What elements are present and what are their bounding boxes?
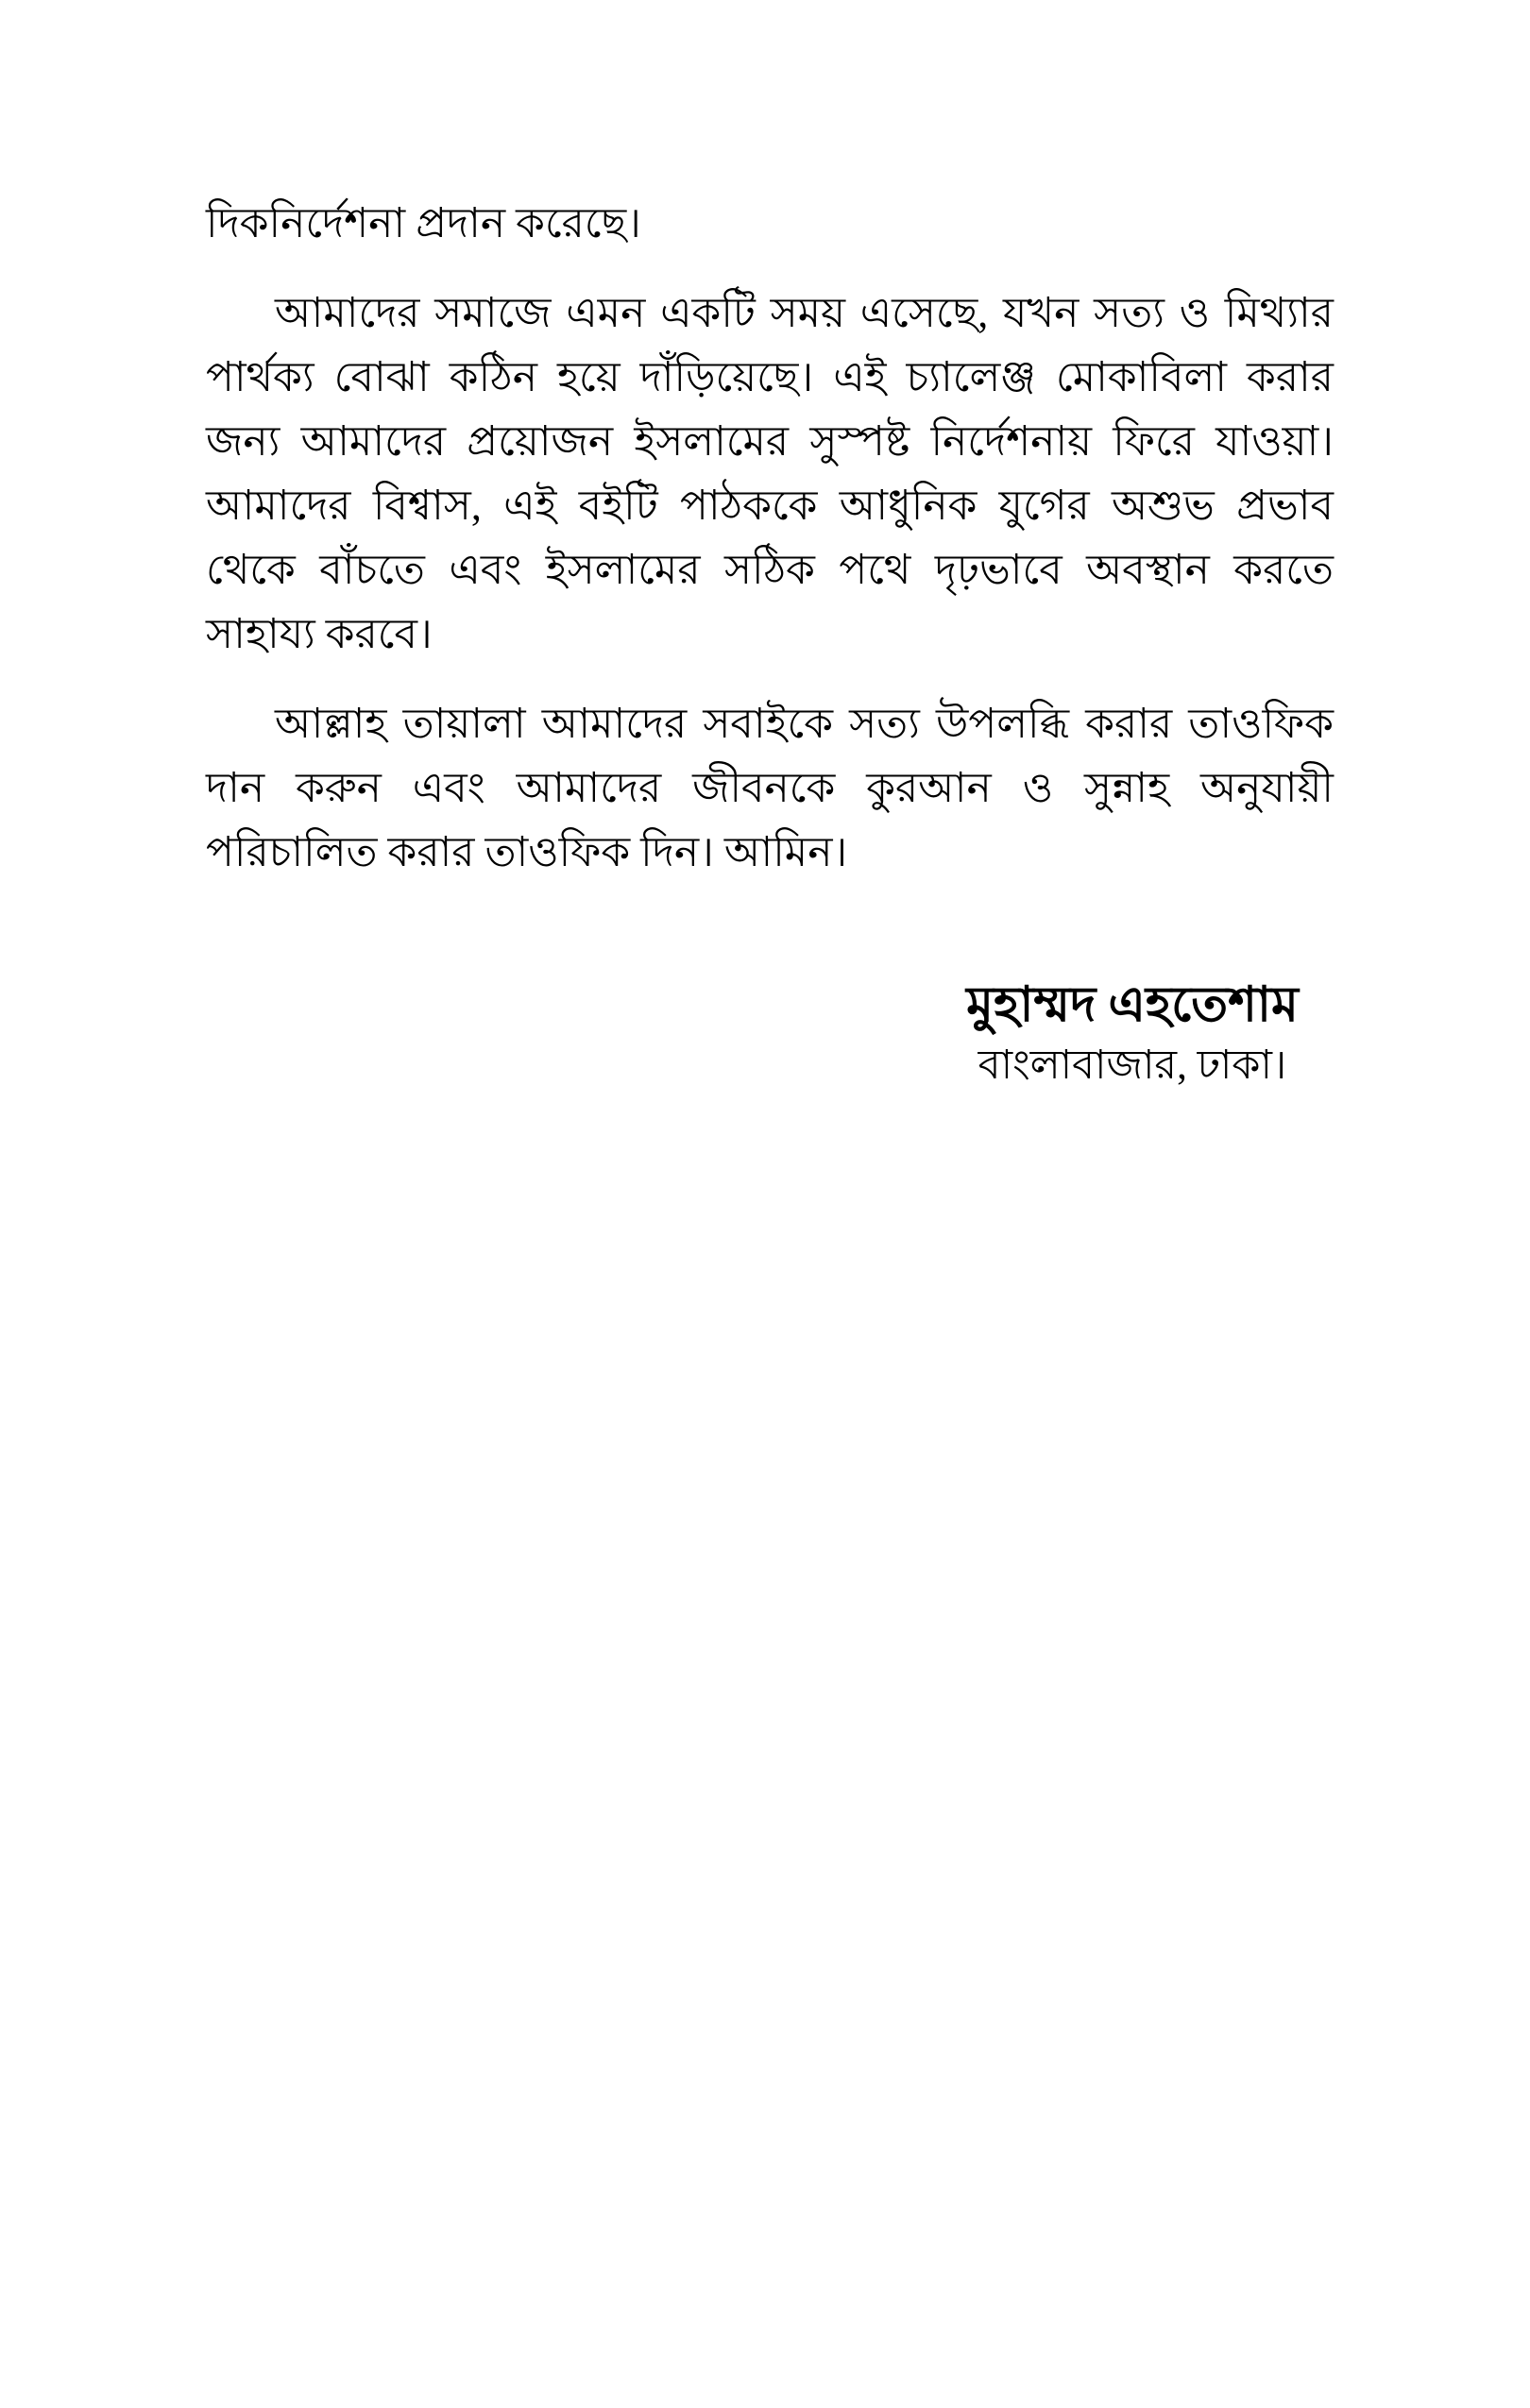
paragraph-continuation: দিকনির্দেশনা প্রদান করেছে। bbox=[206, 200, 641, 246]
signature-author-name: মুহাম্মদ এহতেশাম bbox=[966, 978, 1299, 1032]
signature-location: বাংলাবাজার, ঢাকা। bbox=[978, 1043, 1287, 1088]
body-text bbox=[206, 192, 1334, 885]
signature-block bbox=[925, 975, 1340, 1095]
paragraph: আল্লাহ তায়ালা আমাদের সবাইকে সত্য উপলব্ধি করার তাওফিক দান করুন এবং আমাদের জীবনকে কুরআন ও সুন্নাহ অনুযায়ী পরিচালিত করার তাওফিক দিন। আমিন। bbox=[206, 701, 1334, 875]
paragraph: আমাদের সমাজে এমন একটি সময় এসেছে, যখন সত্য ও মিথ্যার পার্থক্য বোঝা কঠিন হয়ে দাঁড়িয়েছে। এই চ্যালেঞ্জ মোকাবিলা করার জন্য আমাদের প্রয়োজন ইসলামের সুস্পষ্ট নির্দেশনায় ফিরে যাওয়া। আমাদের বিশ্বাস, এই বইটি পাঠককে আধুনিক যুগের অশুভ প্রভাব থেকে বাঁচতে এবং ইসলামের সঠিক পথে দৃঢ়ভাবে অবস্থান করতে সাহায্য করবে। bbox=[206, 290, 1334, 657]
